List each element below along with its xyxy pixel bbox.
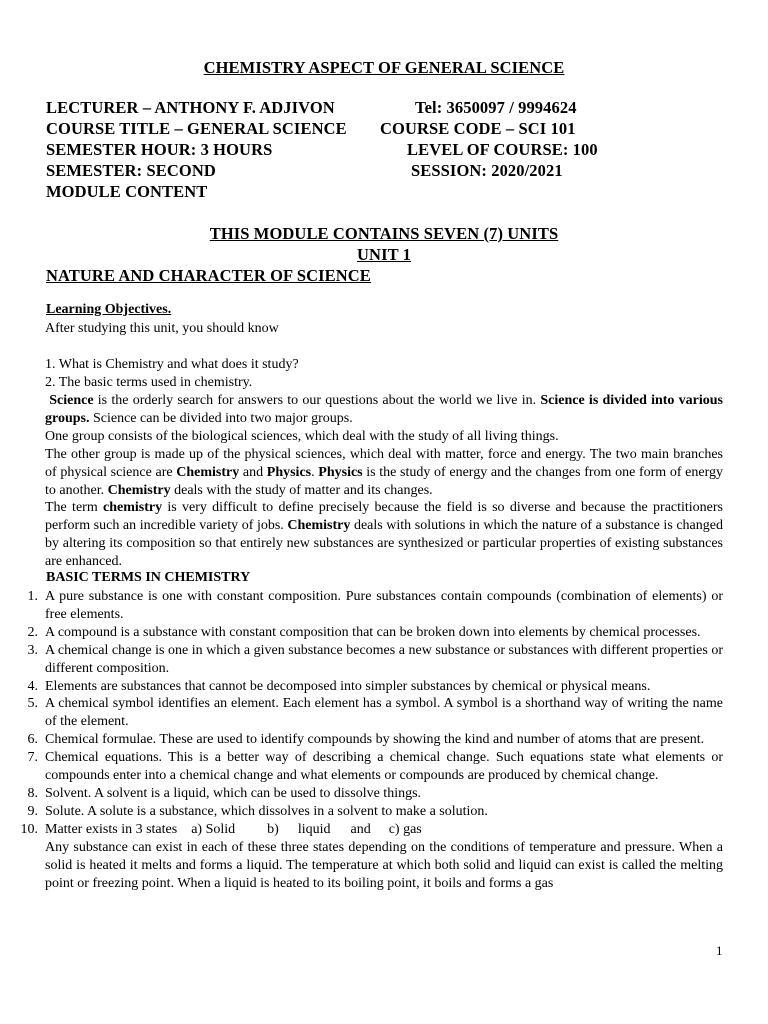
list-number: 2. [27,624,38,640]
basic-terms-list [0,588,768,892]
list-item [0,678,768,696]
course-level: LEVEL OF COURSE: 100 [407,140,598,159]
list-item-text: Solvent. A solvent is a liquid, which can be used to dissolve things. [45,785,422,801]
course-code: COURSE CODE – SCI 101 [380,119,576,138]
text-run: The term [45,500,103,516]
text-run: . [311,464,319,480]
bold-term: Chemistry [287,518,351,534]
semester-hour: SEMESTER HOUR: 3 HOURS [46,140,273,159]
paragraph-science-definition [45,392,723,428]
and-word: and [350,821,371,837]
list-item-text: A pure substance is one with constant composition. Pure substances contain compounds (combination of elements) or free elements. [45,589,723,622]
list-item-text: Chemical formulae. These are used to identify compounds by showing the kind and number of atoms that are present. [45,732,705,748]
list-item-text: A chemical change is one in which a given substance becomes a new substance or substances with different properties or different composition. [45,642,723,676]
list-item [0,642,768,678]
paragraph-chemistry-definition [45,499,723,571]
module-content-label: MODULE CONTENT [46,182,208,201]
list-number: 7. [27,750,38,766]
course-title: COURSE TITLE – GENERAL SCIENCE [46,119,347,138]
bold-term: Chemistry [176,464,240,480]
list-number: 1. [27,589,38,604]
list-number: 6. [27,732,38,748]
list-item-text: A chemical symbol identifies an element. Each element has a symbol. A symbol is a shorthand way of writing the name of the element. [45,696,723,730]
unit-title: NATURE AND CHARACTER OF SCIENCE [46,266,371,285]
text-run: deals with solutions in which the nature of a substance is changed by altering its composition so that entirely new substances are synthesized or particular properties of existing substances are enhanced. [45,518,723,570]
learning-objectives-heading: Learning Objectives. [46,302,172,317]
states-of-matter-paragraph: Any substance can exist in each of these three states depending on the conditions of temperature and pressure. When a solid is heated it melts and forms a liquid. The temperature at which both solid and liquid can exist is called the melting point or freezing point. When a liquid is heated to its boiling point, it boils and forms a gas [45,839,723,891]
document-title: CHEMISTRY ASPECT OF GENERAL SCIENCE [203,58,565,77]
bold-term: Chemistry [107,482,171,498]
list-number: 3. [27,642,38,658]
module-units-heading: THIS MODULE CONTAINS SEVEN (7) UNITS [209,224,559,243]
lecturer-line: LECTURER – ANTHONY F. ADJIVON [46,98,335,117]
list-item [0,785,768,803]
list-item [0,749,768,785]
objective-item: 1. What is Chemistry and what does it study? [45,357,299,372]
objectives-intro: After studying this unit, you should know [45,321,279,336]
state-liquid: liquid [297,821,331,837]
bold-term: Science [49,393,94,408]
list-number: 9. [27,803,38,819]
paragraph-physical-sciences [45,446,723,500]
list-number: 8. [27,785,38,801]
text-run: is the study of energy and the changes from one form of energy to another. [45,464,724,498]
text-run: Science can be divided into two major groups. [89,410,353,426]
semester: SEMESTER: SECOND [46,161,216,180]
basic-terms-heading: BASIC TERMS IN CHEMISTRY [46,570,251,585]
bold-term: chemistry [103,500,163,516]
unit-heading: UNIT 1 [357,245,411,264]
text-run: and [239,464,267,480]
state-solid: a) Solid [191,821,236,837]
page-number: 1 [716,943,723,958]
list-item-text: Elements are substances that cannot be decomposed into simpler substances by chemical or physical means. [45,678,651,694]
list-item-text: Chemical equations. This is a better way of describing a chemical change. Such equations state what elements or compounds enter into a chemical change and what elements or compounds are produced by chemical change. [45,750,723,784]
session: SESSION: 2020/2021 [411,161,563,180]
list-item-states-of-matter [0,821,768,893]
text-run: is the orderly search for answers to our questions about the world we live in. [93,393,541,408]
body-text [45,392,723,571]
paragraph-biological-sciences: One group consists of the biological sciences, which deal with the study of all living things. [45,428,559,444]
list-number: 5. [27,696,38,712]
bold-term: Physics [318,464,363,480]
list-item [0,803,768,821]
list-number: 10. [20,821,38,837]
telephone: Tel: 3650097 / 9994624 [415,98,577,117]
list-item [0,695,768,731]
list-item [0,731,768,749]
list-number: 4. [27,678,38,694]
text-run: is very difficult to define precisely because the field is so diverse and because the practitioners perform such an incredible variety of jobs. [45,500,724,534]
text-run: deals with the study of matter and its changes. [170,482,433,498]
state-liquid-marker: b) [267,821,279,837]
list-item-text: A compound is a substance with constant composition that can be broken down into elements by chemical processes. [45,624,701,640]
state-gas: c) gas [388,821,422,837]
objective-item: 2. The basic terms used in chemistry. [45,375,253,390]
bold-term: Science is divided into various groups. [45,393,723,426]
list-item [0,624,768,642]
list-item-text: Matter exists in 3 states [45,821,178,837]
list-item-text: Solute. A solute is a substance, which dissolves in a solvent to make a solution. [45,803,488,819]
bold-term: Physics [266,464,312,480]
text-run: The other group is made up of the physical sciences, which deal with matter, force and energy. The two main branches of physical science are [45,446,723,480]
list-item [0,588,768,624]
